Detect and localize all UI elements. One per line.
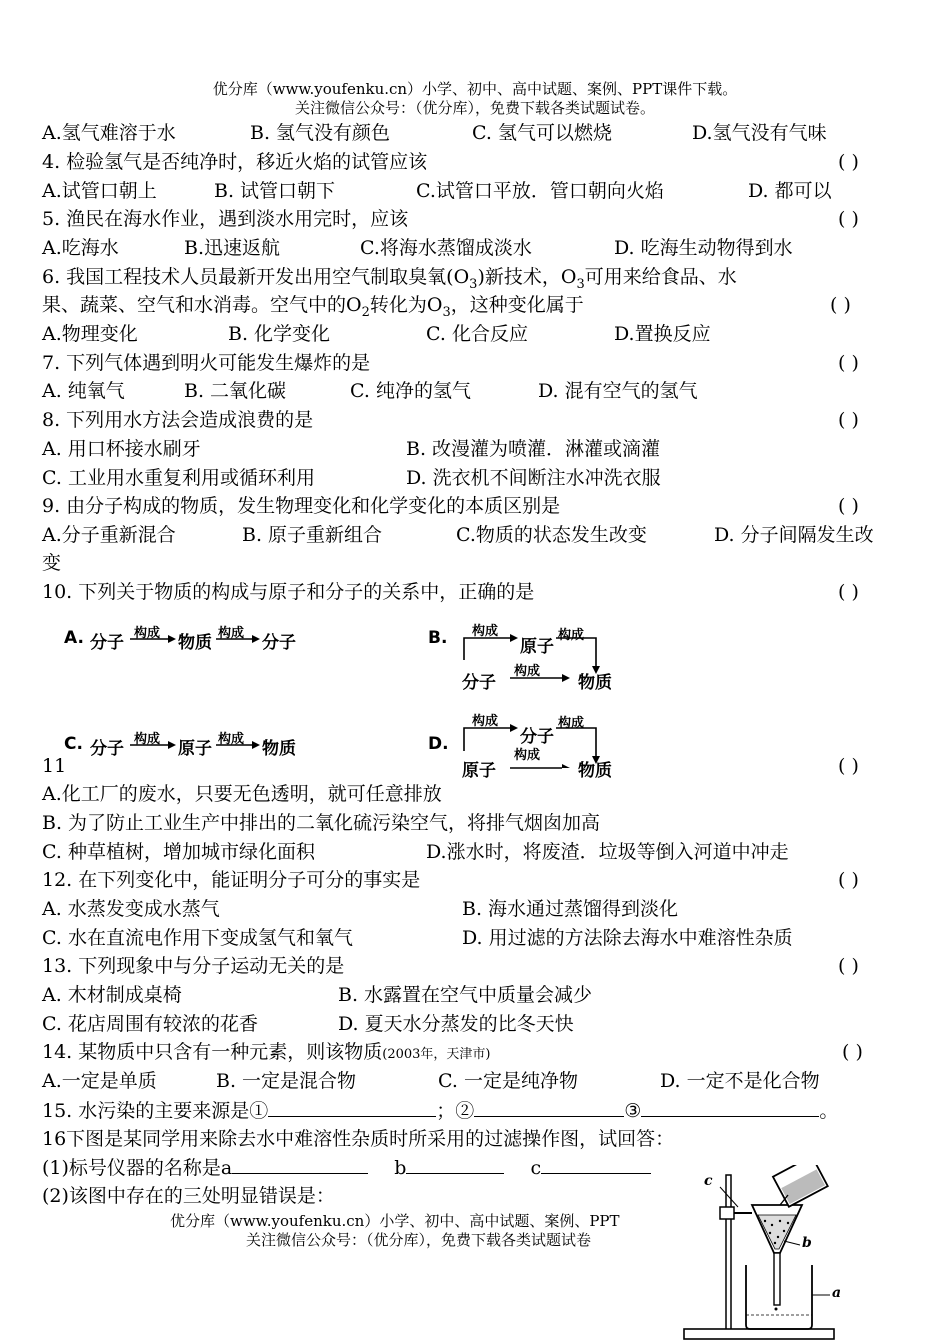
q6-sub3: 2 — [361, 304, 370, 320]
q10-a-fenzi: 分子 — [90, 633, 124, 653]
q13-options-row1 — [42, 983, 593, 1007]
q8-b: B. 改漫灌为喷灌．淋灌或滴灌 — [406, 438, 661, 460]
q10-stem: 10. 下列关于物质的构成与原子和分子的关系中，正确的是 — [42, 581, 535, 603]
q12-d: D. 用过滤的方法除去海水中难溶性杂质 — [462, 927, 793, 949]
q7-d: D. 混有空气的氢气 — [538, 380, 698, 402]
q8-options-row2 — [42, 466, 661, 490]
q6-sub4: 3 — [442, 304, 451, 320]
q10-b-gou1: 构成 — [472, 624, 499, 639]
q11-d: D.涨水时，将废渣．垃圾等倒入河道中冲走 — [426, 841, 789, 863]
q14-answer-paren: ( ) — [842, 1041, 863, 1063]
q6-d: D.置换反应 — [614, 323, 711, 345]
q10-d-gou1: 构成 — [472, 714, 499, 729]
q9-options — [42, 523, 874, 547]
q9-b: B. 原子重新组合 — [242, 524, 383, 546]
q15-blank-3[interactable] — [641, 1098, 819, 1117]
q3-options — [42, 121, 827, 145]
q9-c: C.物质的状态发生改变 — [456, 524, 647, 546]
q10-c-yuanzi: 原子 — [178, 739, 212, 759]
q11-number: 11 — [42, 755, 67, 772]
q8-d: D. 洗衣机不间断注水冲洗衣服 — [406, 467, 661, 489]
q10-a-label: A. — [64, 628, 84, 648]
q6-a: A.物理变化 — [42, 323, 138, 345]
q9-stem: 9. 由分子构成的物质，发生物理变化和化学变化的本质区别是 — [42, 495, 561, 517]
q11-a: A.化工厂的废水，只要无色透明，就可任意排放 — [42, 783, 442, 805]
q10-c-label: C. — [64, 734, 83, 754]
q7-c: C. 纯净的氢气 — [350, 380, 471, 402]
q13-d: D. 夏天水分蒸发的比冬天快 — [338, 1013, 574, 1035]
q16-part1 — [42, 1155, 651, 1180]
q5-options — [42, 236, 793, 260]
q10-diagram — [0, 610, 950, 781]
q15-semi: ；② — [436, 1100, 475, 1122]
q4-answer-paren: ( ) — [838, 151, 859, 173]
q6-answer-paren: ( ) — [830, 294, 851, 316]
q10-a-fenzi2: 分子 — [262, 633, 296, 653]
q7-b: B. 二氧化碳 — [184, 380, 287, 402]
q6-options — [42, 322, 711, 346]
q15-stem: 15. 水污染的主要来源是① — [42, 1100, 269, 1122]
q5-c: C.将海水蒸馏成淡水 — [360, 237, 532, 259]
q6-sub2: 3 — [576, 276, 585, 292]
q13-a: A. 木材制成桌椅 — [42, 984, 182, 1006]
q6-stem1-pre: 6. 我国工程技术人员最新开发出用空气制取臭氧(O — [42, 266, 470, 288]
figure-label-b: b — [802, 1235, 812, 1251]
q14-d: D. 一定不是化合物 — [660, 1070, 820, 1092]
q12-answer-paren: ( ) — [838, 869, 859, 891]
q6-stem1-mid: )新技术，O — [477, 266, 577, 288]
q8-stem: 8. 下列用水方法会造成浪费的是 — [42, 409, 314, 431]
q11-options-row3 — [42, 840, 789, 864]
q15-blank-2[interactable] — [474, 1098, 624, 1117]
q6-sub: 3 — [469, 276, 478, 292]
q15-line — [42, 1098, 838, 1123]
q10-c-fenzi: 分子 — [90, 739, 124, 759]
q10-d-fenzi: 分子 — [520, 727, 554, 747]
q10-b-wuzhi: 物质 — [578, 673, 612, 693]
q10-c-gou1: 构成 — [134, 732, 161, 747]
q10-a-gou1: 构成 — [134, 626, 161, 641]
q9-d-continued: 变 — [42, 552, 62, 574]
q10-a-wuzhi: 物质 — [178, 633, 212, 653]
q16-part2: (2)该图中存在的三处明显错误是： — [42, 1185, 335, 1207]
q7-options — [42, 379, 698, 403]
q14-b: B. 一定是混合物 — [216, 1070, 357, 1092]
q16-blank-a[interactable] — [232, 1155, 368, 1174]
q10-d-gou2: 构成 — [558, 716, 585, 731]
q13-stem: 13. 下列现象中与分子运动无关的是 — [42, 955, 345, 977]
q4-d: D. 都可以 — [748, 180, 832, 202]
q16-stem: 16下图是某同学用来除去水中难溶性杂质时所采用的过滤操作图，试回答： — [42, 1128, 675, 1150]
q6-stem1-post: 可用来给食品、水 — [584, 266, 737, 288]
q10-answer-paren: ( ) — [838, 581, 859, 603]
q10-c-gou2: 构成 — [218, 732, 245, 747]
header-line-1: 优分库（www.youfenku.cn）小学、初中、高中试题、案例、PPT课件下载。 — [212, 80, 738, 98]
q8-a: A. 用口杯接水刷牙 — [42, 438, 201, 460]
q12-c: C. 水在直流电作用下变成氢气和氧气 — [42, 927, 353, 949]
q14-stem: 14. 某物质中只含有一种元素，则该物质 — [42, 1041, 383, 1063]
q7-a: A. 纯氧气 — [42, 380, 125, 402]
q10-b-label: B. — [428, 628, 448, 648]
q9-answer-paren: ( ) — [838, 495, 859, 517]
q6-stem2-pre: 果、蔬菜、空气和水消毒。空气中的O — [42, 294, 362, 316]
q16-blank-b[interactable] — [406, 1155, 504, 1174]
q10-b-gou3: 构成 — [514, 664, 541, 679]
q10-d-wuzhi: 物质 — [578, 761, 612, 781]
q15-c3: ③ — [624, 1100, 642, 1122]
q4-stem: 4. 检验氢气是否纯净时，移近火焰的试管应该 — [42, 151, 428, 173]
q10-b-gou2: 构成 — [558, 628, 585, 643]
q6-c: C. 化合反应 — [426, 323, 528, 345]
q3-b: B. 氢气没有颜色 — [250, 122, 391, 144]
filtration-apparatus-drawing — [680, 1165, 860, 1342]
q6-stem2-post: ，这种变化属于 — [450, 294, 584, 316]
filtration-figure — [680, 1165, 860, 1342]
q4-options — [42, 179, 832, 203]
q14-options — [42, 1069, 820, 1093]
q13-options-row2 — [42, 1012, 574, 1036]
q7-answer-paren: ( ) — [838, 352, 859, 374]
q10-d-gou3: 构成 — [514, 748, 541, 763]
q15-end: 。 — [819, 1100, 839, 1122]
q10-d-label: D. — [428, 734, 449, 754]
q8-answer-paren: ( ) — [838, 409, 859, 431]
q5-answer-paren: ( ) — [838, 208, 859, 230]
q14-stem-line — [42, 1040, 491, 1067]
figure-label-c: c — [704, 1173, 713, 1189]
q14-a: A.一定是单质 — [42, 1070, 157, 1092]
q16-blank-c[interactable] — [541, 1155, 651, 1174]
q11-c: C. 种草植树，增加城市绿化面积 — [42, 841, 315, 863]
q6-stem2-mid: 转化为O — [369, 294, 443, 316]
footer-line-2: 关注微信公众号：（优分库），免费下载各类试题试卷 — [246, 1231, 592, 1249]
q6-b: B. 化学变化 — [228, 323, 331, 345]
footer-line-1: 优分库（www.youfenku.cn）小学、初中、高中试题、案例、PPT — [170, 1212, 620, 1230]
q10-b-yuanzi: 原子 — [520, 637, 554, 657]
q3-a: A.氢气难溶于水 — [42, 122, 176, 144]
q5-a: A.吃海水 — [42, 237, 119, 259]
q3-d: D.氢气没有气味 — [692, 122, 827, 144]
q4-b: B. 试管口朝下 — [214, 180, 336, 202]
q9-d: D. 分子间隔发生改 — [714, 524, 874, 546]
q10-b-fenzi: 分子 — [462, 673, 496, 693]
q5-d: D. 吃海生动物得到水 — [614, 237, 793, 259]
q10-a-gou2: 构成 — [218, 626, 245, 641]
q15-blank-1[interactable] — [268, 1098, 436, 1117]
header-line-2: 关注微信公众号：（优分库），免费下载各类试题试卷。 — [294, 99, 655, 117]
q5-b: B.迅速返航 — [184, 237, 281, 259]
q12-b: B. 海水通过蒸馏得到淡化 — [462, 898, 679, 920]
figure-label-a: a — [832, 1285, 842, 1301]
q16-p1c: c — [530, 1157, 542, 1179]
q12-options-row2 — [42, 926, 793, 950]
q3-c: C. 氢气可以燃烧 — [472, 122, 612, 144]
q12-a: A. 水蒸发变成水蒸气 — [42, 898, 220, 920]
q12-options-row1 — [42, 897, 679, 921]
q6-stem-line2 — [42, 293, 584, 325]
q14-c: C. 一定是纯净物 — [438, 1070, 578, 1092]
q12-stem: 12. 在下列变化中，能证明分子可分的事实是 — [42, 869, 421, 891]
q5-stem: 5. 渔民在海水作业，遇到淡水用完时，应该 — [42, 208, 409, 230]
q10-c-wuzhi: 物质 — [262, 739, 296, 759]
q13-b: B. 水露置在空气中质量会减少 — [338, 984, 593, 1006]
q8-options-row1 — [42, 437, 661, 461]
q14-note: (2003年，天津市) — [382, 1047, 491, 1062]
q10-d-yuanzi: 原子 — [462, 761, 496, 781]
q16-p1: (1)标号仪器的名称是a — [42, 1157, 233, 1179]
q11-b: B. 为了防止工业生产中排出的二氧化硫污染空气，将排气烟囱加高 — [42, 812, 601, 834]
q9-a: A.分子重新混合 — [42, 524, 176, 546]
q4-c: C.试管口平放．管口朝向火焰 — [416, 180, 664, 202]
q13-answer-paren: ( ) — [838, 955, 859, 977]
q11-answer-paren: ( ) — [838, 755, 859, 777]
q8-c: C. 工业用水重复利用或循环利用 — [42, 467, 315, 489]
q16-p1b: b — [394, 1157, 407, 1179]
q4-a: A.试管口朝上 — [42, 180, 157, 202]
q13-c: C. 花店周围有较浓的花香 — [42, 1013, 258, 1035]
q7-stem: 7. 下列气体遇到明火可能发生爆炸的是 — [42, 352, 371, 374]
